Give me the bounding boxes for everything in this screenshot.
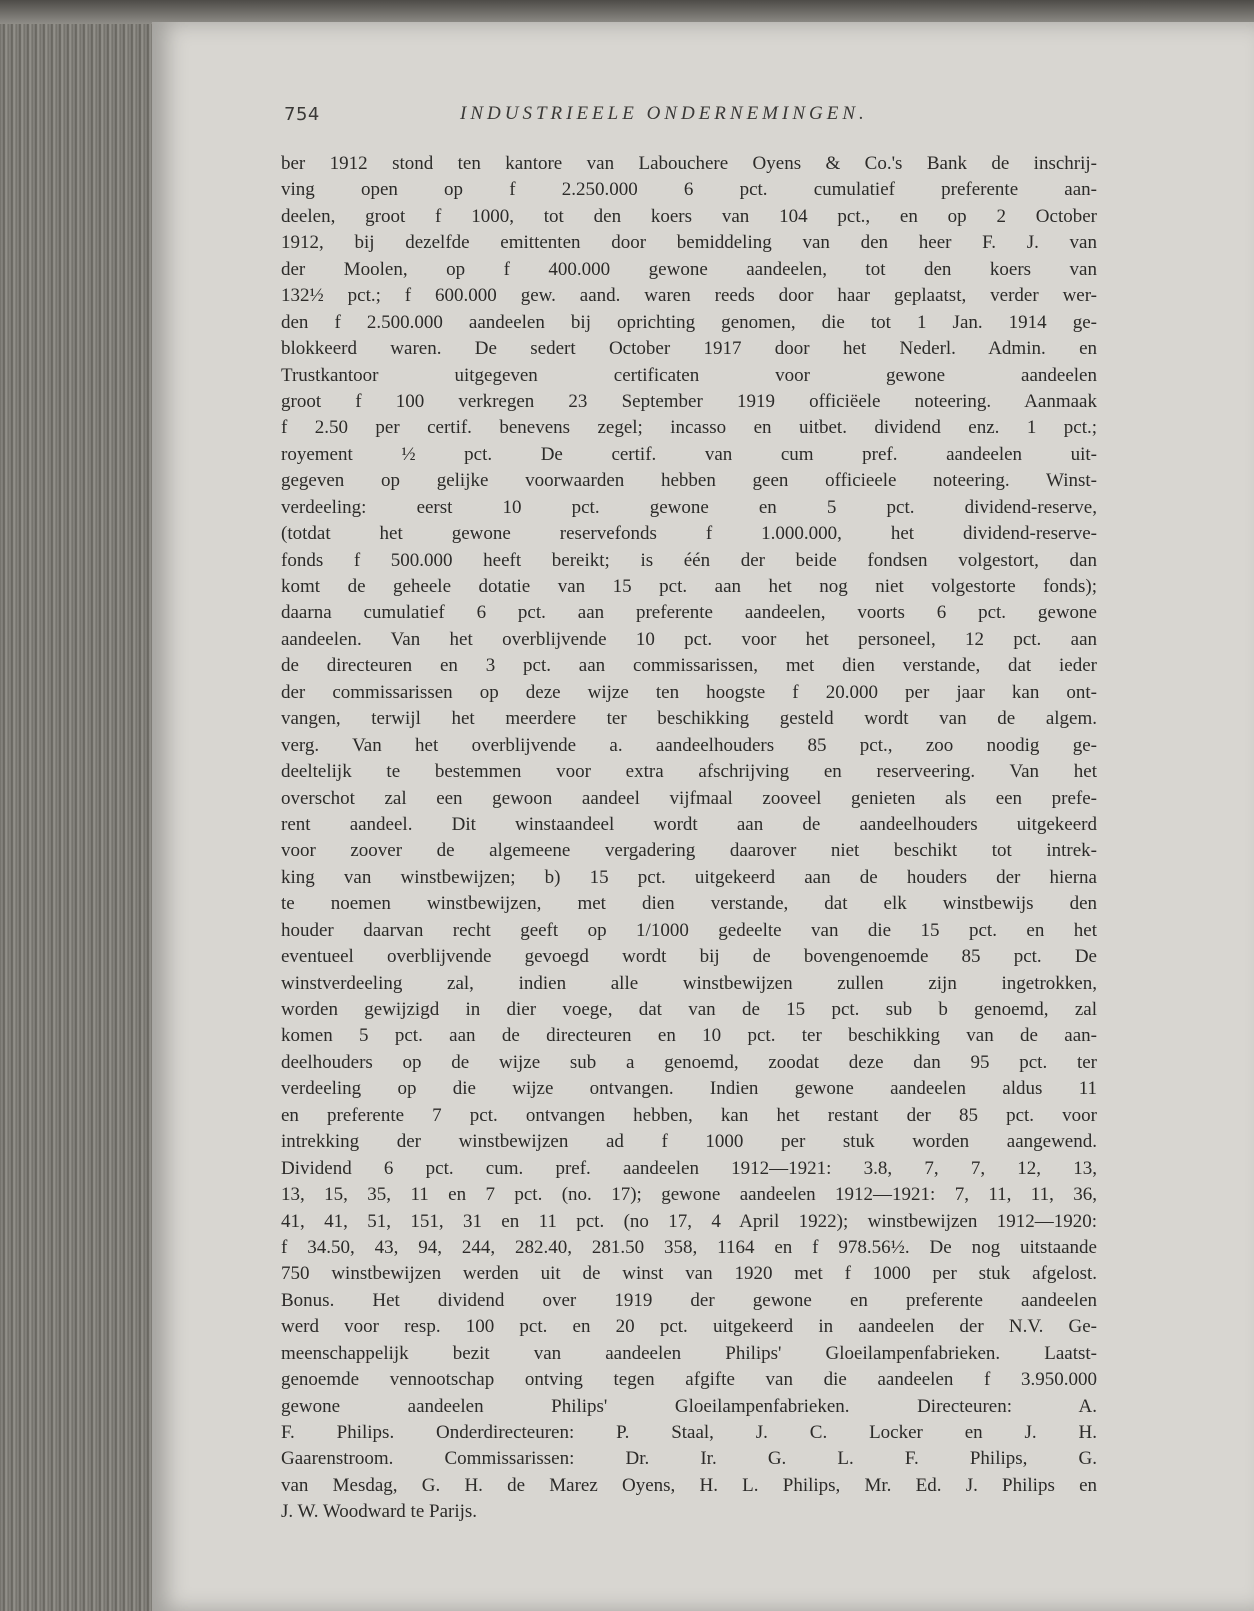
book-top-edge — [0, 0, 1254, 24]
text-line: f 2.50 per certif. benevens zegel; incasso en uitbet. dividend enz. 1 pct.; — [281, 417, 1097, 439]
text-line: 1912, bij dezelfde emittenten door bemiddeling van den heer F. J. van — [281, 232, 1097, 254]
text-line: Trustkantoor uitgegeven certificaten voor gewone aandeelen — [281, 364, 1097, 386]
text-line: intrekking der winstbewijzen ad f 1000 per stuk worden aangewend. — [281, 1131, 1097, 1153]
page-number: 754 — [284, 104, 320, 125]
text-line: deelhouders op de wijze sub a genoemd, zoodat deze dan 95 pct. ter — [281, 1051, 1097, 1073]
text-line: (totdat het gewone reservefonds f 1.000.000, het dividend-reserve- — [281, 523, 1097, 545]
text-line: gewone aandeelen Philips' Gloeilampenfabrieken. Directeuren: A. — [281, 1395, 1097, 1417]
text-line: van Mesdag, G. H. de Marez Oyens, H. L. Philips, Mr. Ed. J. Philips en — [281, 1474, 1097, 1496]
text-line: eventueel overblijvende gevoegd wordt bij de bovengenoemde 85 pct. De — [281, 946, 1097, 968]
text-line: gegeven op gelijke voorwaarden hebben geen officieele noteering. Winst- — [281, 470, 1097, 492]
text-line: 13, 15, 35, 11 en 7 pct. (no. 17); gewone aandeelen 1912—1921: 7, 11, 11, 36, — [281, 1184, 1097, 1206]
text-line: 41, 41, 51, 151, 31 en 11 pct. (no 17, 4 April 1922); winstbewijzen 1912—1920: — [281, 1210, 1097, 1232]
text-line: J. W. Woodward te Parijs. — [281, 1501, 478, 1523]
text-line: rent aandeel. Dit winstaandeel wordt aan de aandeelhouders uitgekeerd — [281, 813, 1097, 835]
text-line: ber 1912 stond ten kantore van Labouchere Oyens & Co.'s Bank de inschrij- — [281, 153, 1097, 174]
text-line: en preferente 7 pct. ontvangen hebben, kan het restant der 85 pct. voor — [281, 1104, 1097, 1126]
running-title: INDUSTRIEELE ONDERNEMINGEN. — [460, 103, 868, 124]
text-line: groot f 100 verkregen 23 September 1919 officiëele noteering. Aanmaak — [281, 390, 1097, 412]
text-line: king van winstbewijzen; b) 15 pct. uitgekeerd aan de houders der hierna — [281, 866, 1097, 888]
text-line: blokkeerd waren. De sedert October 1917 door het Nederl. Admin. en — [281, 338, 1097, 360]
text-line: 132½ pct.; f 600.000 gew. aand. waren reeds door haar geplaatst, verder wer- — [281, 285, 1097, 307]
body-text — [281, 151, 1097, 1526]
text-line: verg. Van het overblijvende a. aandeelhouders 85 pct., zoo noodig ge- — [281, 734, 1097, 756]
text-line: 750 winstbewijzen werden uit de winst van 1920 met f 1000 per stuk afgelost. — [281, 1263, 1097, 1285]
text-line: verdeeling: eerst 10 pct. gewone en 5 pct. dividend-reserve, — [281, 496, 1097, 518]
text-line: den f 2.500.000 aandeelen bij oprichting genomen, die tot 1 Jan. 1914 ge- — [281, 311, 1097, 333]
text-line: komen 5 pct. aan de directeuren en 10 pct. ter beschikking van de aan- — [281, 1025, 1097, 1047]
text-line: genoemde vennootschap ontving tegen afgifte van die aandeelen f 3.950.000 — [281, 1369, 1097, 1391]
text-line: Gaarenstroom. Commissarissen: Dr. Ir. G. L. F. Philips, G. — [281, 1448, 1097, 1470]
text-line: der commissarissen op deze wijze ten hoogste f 20.000 per jaar kan ont- — [281, 681, 1097, 703]
text-line: worden gewijzigd in dier voege, dat van de 15 pct. sub b genoemd, zal — [281, 999, 1097, 1020]
text-line: f 34.50, 43, 94, 244, 282.40, 281.50 358, 1164 en f 978.56½. De nog uitstaande — [281, 1236, 1097, 1258]
text-line: winstverdeeling zal, indien alle winstbewijzen zullen zijn ingetrokken, — [281, 972, 1097, 994]
text-line: overschot zal een gewoon aandeel vijfmaal zooveel genieten als een prefe- — [281, 787, 1097, 809]
text-line: vangen, terwijl het meerdere ter beschikking gesteld wordt van de algem. — [281, 708, 1097, 730]
text-line: fonds f 500.000 heeft bereikt; is één der beide fondsen volgestort, dan — [281, 549, 1097, 571]
text-line: komt de geheele dotatie van 15 pct. aan het nog niet volgestorte fonds); — [281, 576, 1097, 597]
text-line: verdeeling op die wijze ontvangen. Indien gewone aandeelen aldus 11 — [281, 1078, 1097, 1100]
book-page-edges — [0, 0, 160, 1611]
text-line: royement ½ pct. De certif. van cum pref. aandeelen uit- — [281, 443, 1097, 465]
text-line: F. Philips. Onderdirecteuren: P. Staal, J. C. Locker en J. H. — [281, 1422, 1097, 1443]
text-line: voor zoover de algemeene vergadering daarover niet beschikt tot intrek- — [281, 840, 1097, 862]
text-line: houder daarvan recht geeft op 1/1000 gedeelte van die 15 pct. en het — [281, 919, 1097, 941]
page-header — [284, 104, 1144, 134]
text-line: Bonus. Het dividend over 1919 der gewone en preferente aandeelen — [281, 1289, 1097, 1311]
text-line: meenschappelijk bezit van aandeelen Philips' Gloeilampenfabrieken. Laatst- — [281, 1342, 1097, 1364]
text-line: de directeuren en 3 pct. aan commissarissen, met dien verstande, dat ieder — [281, 655, 1097, 677]
text-line: daarna cumulatief 6 pct. aan preferente aandeelen, voorts 6 pct. gewone — [281, 602, 1097, 624]
text-line: te noemen winstbewijzen, met dien verstande, dat elk winstbewijs den — [281, 893, 1097, 915]
text-line: deeltelijk te bestemmen voor extra afschrijving en reserveering. Van het — [281, 761, 1097, 783]
text-line: werd voor resp. 100 pct. en 20 pct. uitgekeerd in aandeelen der N.V. Ge- — [281, 1316, 1097, 1338]
text-line: Dividend 6 pct. cum. pref. aandeelen 1912—1921: 3.8, 7, 7, 12, 13, — [281, 1157, 1097, 1179]
text-line: deelen, groot f 1000, tot den koers van 104 pct., en op 2 October — [281, 205, 1097, 227]
text-line: ving open op f 2.250.000 6 pct. cumulatief preferente aan- — [281, 179, 1097, 201]
text-line: der Moolen, op f 400.000 gewone aandeelen, tot den koers van — [281, 258, 1097, 280]
text-line: aandeelen. Van het overblijvende 10 pct. voor het personeel, 12 pct. aan — [281, 628, 1097, 650]
